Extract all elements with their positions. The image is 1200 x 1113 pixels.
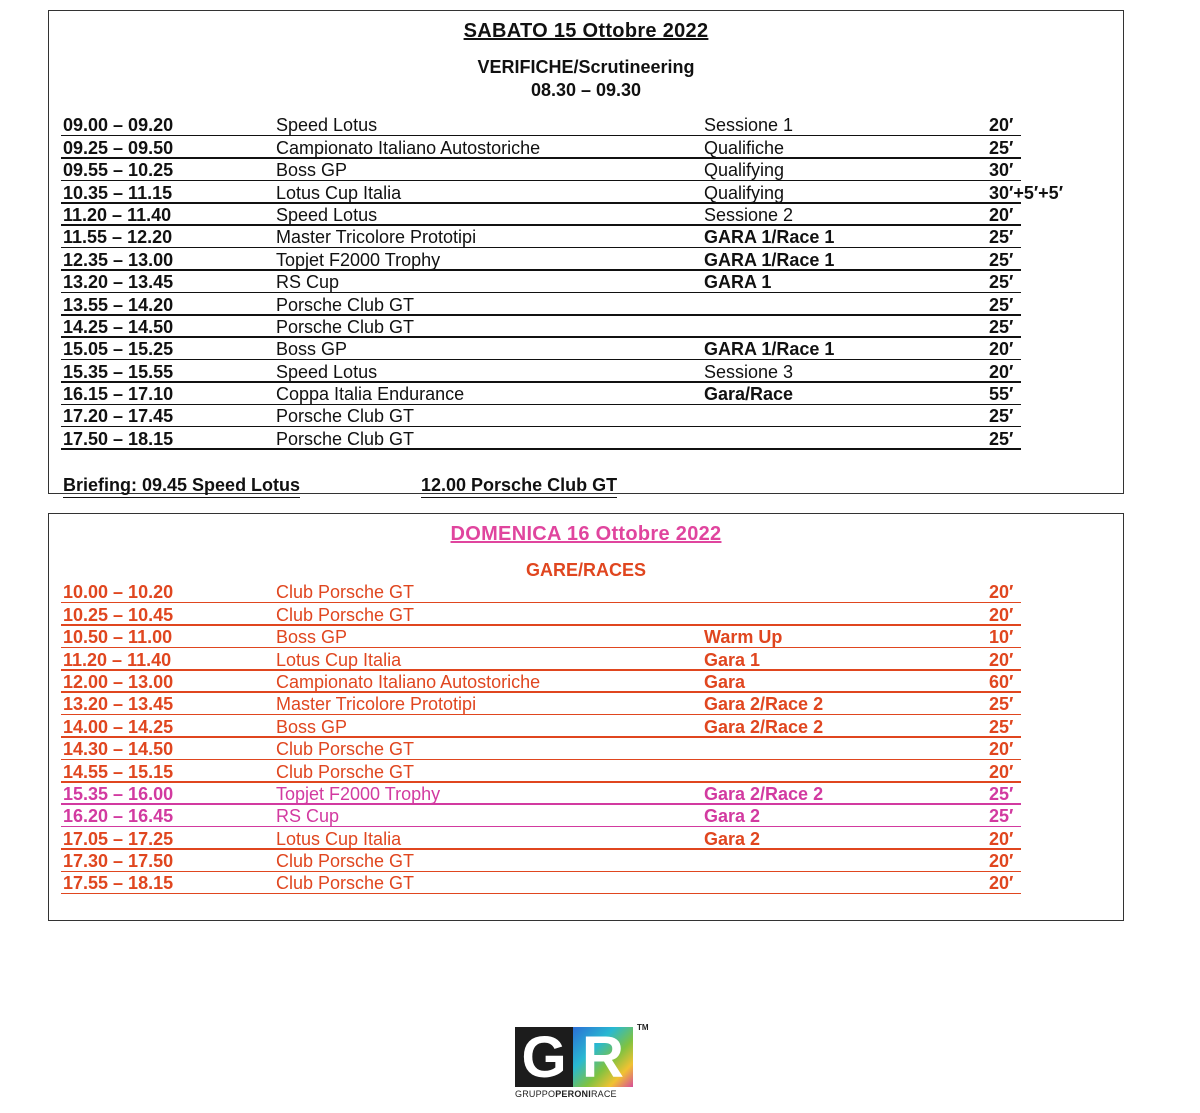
row-session: Gara: [704, 671, 746, 692]
row-session: GARA 1/Race 1: [704, 249, 835, 270]
schedule-row: [49, 603, 1123, 625]
schedule-row: [49, 715, 1123, 737]
schedule-row: [49, 159, 1123, 181]
row-session: GARA 1/Race 1: [704, 339, 835, 360]
row-duration: 25′: [989, 783, 1014, 804]
logo-trademark: TM: [637, 1023, 649, 1032]
row-time: 14.00 – 14.25: [63, 716, 174, 737]
schedule-row: [49, 114, 1123, 136]
row-underline: [61, 448, 1021, 450]
saturday-subtitle: VERIFICHE/Scrutineering: [477, 57, 695, 77]
row-event: Porsche Club GT: [276, 406, 415, 427]
schedule-row: [49, 872, 1123, 894]
row-event: Boss GP: [276, 627, 348, 648]
row-event: RS Cup: [276, 806, 340, 827]
row-duration: 25′: [989, 694, 1014, 715]
row-duration: 20′: [989, 761, 1014, 782]
briefing-2: [421, 475, 617, 496]
schedule-row: [49, 316, 1123, 338]
row-session: Gara/Race: [704, 384, 794, 405]
row-duration: 20′: [989, 604, 1014, 625]
row-duration: 25′: [989, 428, 1014, 449]
briefing-2-text: 12.00 Porsche Club GT: [421, 475, 618, 495]
saturday-title: SABATO 15 Ottobre 2022: [463, 20, 709, 42]
schedule-row: [49, 827, 1123, 849]
schedule-row: [49, 360, 1123, 382]
schedule-row: [49, 181, 1123, 203]
logo-caption-part1: GRUPPO: [515, 1089, 556, 1099]
row-time: 10.50 – 11.00: [63, 627, 173, 648]
schedule-row: [49, 226, 1123, 248]
briefing-1-text: Briefing: 09.45 Speed Lotus: [63, 475, 301, 495]
row-time: 09.00 – 09.20: [63, 115, 174, 136]
row-event: Speed Lotus: [276, 204, 378, 225]
schedule-row: [49, 783, 1123, 805]
row-time: 14.30 – 14.50: [63, 739, 174, 760]
row-session: Sessione 2: [704, 204, 794, 225]
row-duration: 20′: [989, 739, 1014, 760]
row-event: Master Tricolore Prototipi: [276, 227, 477, 248]
row-time: 17.20 – 17.45: [63, 406, 174, 427]
row-event: Speed Lotus: [276, 361, 378, 382]
row-event: Club Porsche GT: [276, 604, 415, 625]
row-session: GARA 1/Race 1: [704, 227, 835, 248]
row-time: 11.55 – 12.20: [63, 227, 173, 248]
sunday-rows: [49, 581, 1123, 894]
row-event: Topjet F2000 Trophy: [276, 783, 441, 804]
sunday-schedule-box: [48, 513, 1124, 921]
row-time: 15.35 – 15.55: [63, 361, 174, 382]
briefing-1: [63, 475, 300, 496]
row-duration: 60′: [989, 671, 1014, 692]
row-duration: 55′: [989, 384, 1014, 405]
row-time: 11.20 – 11.40: [63, 649, 172, 670]
schedule-row: [49, 760, 1123, 782]
row-duration: 20′: [989, 115, 1014, 136]
row-event: RS Cup: [276, 272, 340, 293]
briefing-underline: [63, 497, 300, 499]
row-event: Campionato Italiano Autostoriche: [276, 671, 541, 692]
row-event: Master Tricolore Prototipi: [276, 694, 477, 715]
row-time: 17.50 – 18.15: [63, 428, 174, 449]
row-event: Lotus Cup Italia: [276, 182, 402, 203]
row-duration: 10′: [989, 627, 1014, 648]
row-duration: 20′: [989, 649, 1014, 670]
row-event: Club Porsche GT: [276, 761, 415, 782]
row-duration: 25′: [989, 806, 1014, 827]
row-time: 15.35 – 16.00: [63, 783, 174, 804]
schedule-row: [49, 850, 1123, 872]
row-duration: 25′: [989, 406, 1014, 427]
schedule-row: [49, 136, 1123, 158]
row-time: 15.05 – 15.25: [63, 339, 174, 360]
row-event: Topjet F2000 Trophy: [276, 249, 441, 270]
row-session: GARA 1: [704, 272, 772, 293]
row-duration: 20′: [989, 361, 1014, 382]
schedule-row: [49, 383, 1123, 405]
row-session: Sessione 1: [704, 115, 794, 136]
row-event: Speed Lotus: [276, 115, 378, 136]
schedule-row: [49, 405, 1123, 427]
row-session: Qualifiche: [704, 137, 785, 158]
schedule-row: [49, 248, 1123, 270]
row-time: 09.25 – 09.50: [63, 137, 174, 158]
row-session: Warm Up: [704, 627, 783, 648]
schedule-row: [49, 204, 1123, 226]
row-time: 17.55 – 18.15: [63, 873, 174, 894]
schedule-row: [49, 671, 1123, 693]
row-event: Club Porsche GT: [276, 739, 415, 760]
schedule-row: [49, 693, 1123, 715]
schedule-row: [49, 427, 1123, 449]
row-duration: 25′: [989, 272, 1014, 293]
row-time: 11.20 – 11.40: [63, 204, 172, 225]
row-duration: 20′: [989, 828, 1014, 849]
briefing-underline: [421, 497, 617, 499]
row-time: 12.35 – 13.00: [63, 249, 174, 270]
row-time: 14.55 – 15.15: [63, 761, 174, 782]
row-duration: 30′+5′+5′: [989, 182, 1064, 203]
row-session: Gara 1: [704, 649, 761, 670]
row-event: Porsche Club GT: [276, 316, 415, 337]
row-event: Boss GP: [276, 339, 348, 360]
row-event: Boss GP: [276, 160, 348, 181]
row-session: Gara 2/Race 2: [704, 694, 824, 715]
logo-r-block: R: [573, 1027, 633, 1087]
row-event: Boss GP: [276, 716, 348, 737]
logo-caption-part3: RACE: [590, 1089, 617, 1099]
gruppo-peroni-race-logo: [515, 1023, 649, 1107]
logo-caption-part2: PERONI: [555, 1089, 591, 1099]
sunday-title: DOMENICA 16 Ottobre 2022: [450, 523, 722, 545]
row-time: 16.20 – 16.45: [63, 806, 174, 827]
row-event: Lotus Cup Italia: [276, 649, 402, 670]
row-session: Gara 2: [704, 828, 761, 849]
sunday-subtitle: GARE/RACES: [525, 560, 646, 580]
row-time: 13.20 – 13.45: [63, 694, 174, 715]
row-duration: 30′: [989, 160, 1014, 181]
schedule-row: [49, 738, 1123, 760]
row-underline: [61, 893, 1021, 895]
row-time: 10.35 – 11.15: [63, 182, 173, 203]
schedule-row: [49, 293, 1123, 315]
row-time: 09.55 – 10.25: [63, 160, 174, 181]
row-session: Gara 2: [704, 806, 761, 827]
row-duration: 25′: [989, 227, 1014, 248]
row-event: Campionato Italiano Autostoriche: [276, 137, 541, 158]
row-event: Lotus Cup Italia: [276, 828, 402, 849]
row-session: Sessione 3: [704, 361, 794, 382]
saturday-schedule-box: [48, 10, 1124, 494]
row-time: 12.00 – 13.00: [63, 671, 174, 692]
schedule-row: [49, 581, 1123, 603]
row-duration: 20′: [989, 851, 1014, 872]
row-time: 14.25 – 14.50: [63, 316, 174, 337]
row-duration: 20′: [989, 339, 1014, 360]
row-session: Qualifying: [704, 182, 785, 203]
row-time: 16.15 – 17.10: [63, 384, 174, 405]
row-duration: 20′: [989, 582, 1014, 603]
row-time: 17.05 – 17.25: [63, 828, 174, 849]
row-time: 10.25 – 10.45: [63, 604, 174, 625]
row-session: Gara 2/Race 2: [704, 716, 824, 737]
schedule-row: [49, 626, 1123, 648]
row-time: 10.00 – 10.20: [63, 582, 174, 603]
row-session: Gara 2/Race 2: [704, 783, 824, 804]
logo-caption: [515, 1089, 639, 1099]
row-event: Club Porsche GT: [276, 851, 415, 872]
row-duration: 25′: [989, 249, 1014, 270]
row-event: Club Porsche GT: [276, 873, 415, 894]
row-duration: 25′: [989, 137, 1014, 158]
row-event: Porsche Club GT: [276, 294, 415, 315]
row-time: 13.20 – 13.45: [63, 272, 174, 293]
saturday-scrutineering-time: 08.30 – 09.30: [530, 80, 642, 100]
schedule-row: [49, 805, 1123, 827]
row-event: Coppa Italia Endurance: [276, 384, 465, 405]
logo-g-block: G: [515, 1027, 573, 1087]
row-event: Porsche Club GT: [276, 428, 415, 449]
saturday-rows: [49, 114, 1123, 450]
schedule-row: [49, 271, 1123, 293]
row-duration: 20′: [989, 204, 1014, 225]
schedule-row: [49, 338, 1123, 360]
row-duration: 25′: [989, 716, 1014, 737]
row-event: Club Porsche GT: [276, 582, 415, 603]
row-session: Qualifying: [704, 160, 785, 181]
row-duration: 25′: [989, 316, 1014, 337]
row-time: 17.30 – 17.50: [63, 851, 174, 872]
row-duration: 25′: [989, 294, 1014, 315]
row-duration: 20′: [989, 873, 1014, 894]
row-time: 13.55 – 14.20: [63, 294, 174, 315]
schedule-row: [49, 648, 1123, 670]
